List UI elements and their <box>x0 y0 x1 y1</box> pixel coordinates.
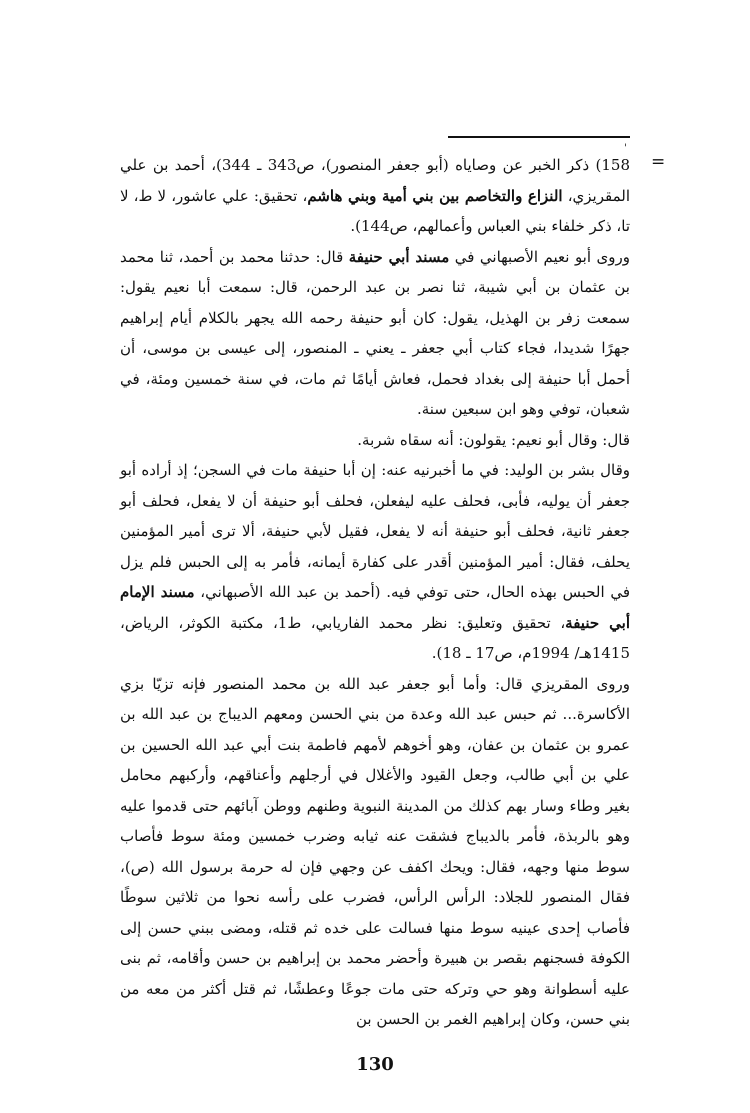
paragraph-text: وقال بشر بن الوليد: في ما أخبرنيه عنه: إن أبا حنيفة مات في السجن؛ إذ أراده أبو جعفر أن يوليه، فأبى، فحلف عليه ليفعلن، فحلف أبو حنيفة أن لا يفعل، فحلف أبو جعفر ثانية، فحلف أبو حنيفة أنه لا يفعل، فقيل لأبي حنيفة، ألا ترى أمير المؤمنين يحلف، فقال: أمير المؤمنين أقدر على كفارة أيمانه، فأمر به إلى الحبس فلم يزل في الحبس بهذه الحال، حتى توفي فيه. (أحمد بن عبد الله الأصبهاني، <box>120 461 630 601</box>
paragraph-text: قال: حدثنا محمد بن أحمد، ثنا محمد بن عثمان بن أبي شيبة، ثنا نصر بن عبد الرحمن، قال: سمعت أبا نعيم يقول: سمعت زفر بن الهذيل، يقول: كان أبو حنيفة رحمه الله يجهر بالكلام أيام إبراهيم جهرًا شديدا، فجاء كتاب أبي جعفر ـ يعني ـ المنصور، إلى عيسى بن موسى، أن أحمل أبا حنيفة إلى بغداد فحمل، فعاش أيامًا ثم مات، في سنة خمسين ومئة، في شعبان، توفي وهو ابن سبعين سنة. <box>120 247 630 418</box>
page-number: 130 <box>356 1054 394 1075</box>
paragraph-bishr <box>120 455 630 669</box>
bold-title: مسند الإمام أبي حنيفة <box>120 583 630 632</box>
paragraph-text: 158) ذكر الخبر عن وصاياه (أبو جعفر المنصور)، ص343 ـ 344)، أحمد بن علي المقريزي، <box>120 156 631 205</box>
bold-title: النزاع والتخاصم بين بني أمية وبني هاشم <box>307 186 563 205</box>
paragraph-text: ، تحقيق: علي عاشور، لا ط، لا تا، ذكر خلفاء بني العباس وأعمالهم، ص144). <box>120 186 630 235</box>
paragraph-text: ، تحقيق وتعليق: نظر محمد الفاريابي، ط1، مكتبة الكوثر، الرياض، 1415هـ/ 1994م، ص17 ـ 18). <box>120 613 630 662</box>
paragraph-text: وروى أبو نعيم الأصبهاني في <box>449 247 630 266</box>
paragraph-text: وروى المقريزي قال: وأما أبو جعفر عبد الله بن محمد المنصور فإنه تزيّا بزي الأكاسرة... ثم حبس عبد الله وعدة من بني الحسن ومعهم الديباج بن عبد الله بن عمرو بن عثمان بن عفان، وهو أخوهم لأمهم فاطمة بنت أبي عبد الله الحسين بن علي بن أبي طالب، وجعل القيود والأغلال في أرجلهم وأعناقهم، وأركبهم محامل بغير وطاء وسار بهم كذلك من المدينة النبوية وطنهم ووطن آبائهم حتى قدموا عليه وهو بالربذة، فأمر بالديباج فشقت عنه ثيابه وضرب خمسين ومئة سوط فأصاب سوط منها وجهه، فقال: ويحك اكفف عن وجهي فإن له حرمة برسول الله (ص)، فقال المنصور للجلاد: الرأس الرأس، فضرب على رأسه نحوا من ثلاثين سوطًا فأصاب إحدى عينيه سوط منها فسالت على خده ثم قتله، ومضى ببني حسن إلى الكوفة فسجنهم بقصر بن هبيرة وأحضر محمد بن إبراهيم بن حسن وأقامه، ثم بنى عليه أسطوانة وهو حي وتركه حتى مات جوعًا وعطشًا، ثم قتل أكثر من معه من بني حسن، وكان إبراهيم الغمر بن الحسن بن <box>120 674 630 1028</box>
paragraph-text: قال: وقال أبو نعيم: يقولون: أنه سقاه شربة. <box>357 430 630 449</box>
footnote-separator-rule <box>448 136 630 138</box>
paragraph-abu-nuaim <box>120 242 630 425</box>
paragraph-maqrizi <box>120 669 630 1035</box>
paragraph-note-158 <box>120 150 630 242</box>
paragraph-qala <box>120 425 630 456</box>
margin-marker: = <box>651 152 666 172</box>
footnote-text-block <box>120 150 630 1035</box>
tick-mark: ' <box>624 143 627 154</box>
bold-title: مسند أبي حنيفة <box>348 247 450 266</box>
